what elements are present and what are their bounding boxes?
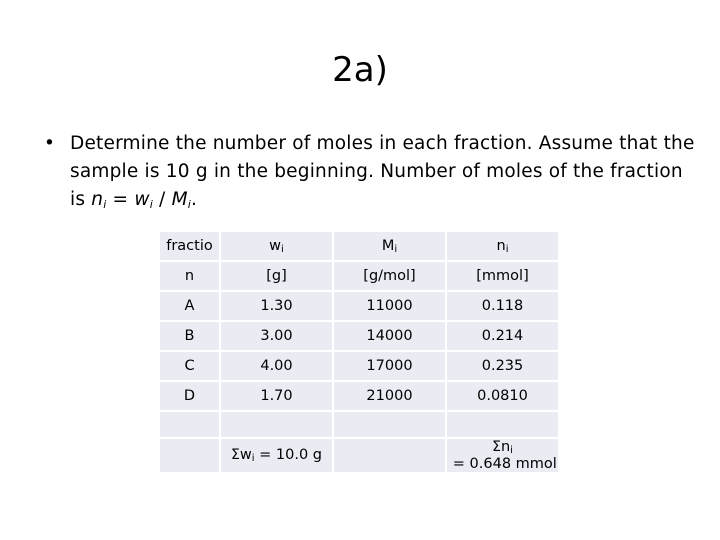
table-row <box>160 292 558 320</box>
empty-cell <box>334 412 445 437</box>
slide-title: 2a) <box>332 50 388 90</box>
cell-fraction: B <box>160 322 219 350</box>
formula-eq: = <box>106 189 135 210</box>
header-cell-fraction: fractio <box>160 232 219 260</box>
header-cell-w-unit: [g] <box>221 262 332 290</box>
table-row <box>160 322 558 350</box>
header-cell-n-unit: [mmol] <box>447 262 558 290</box>
cell-M: 11000 <box>334 292 445 320</box>
formula-div: / <box>152 189 172 210</box>
cell-w: 3.00 <box>221 322 332 350</box>
cell-w: 1.70 <box>221 382 332 410</box>
formula-w: $w_i$ <box>134 189 153 211</box>
fractions-table <box>158 230 560 474</box>
formula-end: . <box>191 189 198 210</box>
table-row-empty <box>160 412 558 437</box>
formula-M: $M_i$ <box>171 189 191 211</box>
bullet-body: Determine the number of moles in each fraction. Assume that the sample is 10 g in the beginning. Number of moles of the fraction is <box>70 133 695 210</box>
cell-n: 0.118 <box>447 292 558 320</box>
header-cell-fraction-cont: n <box>160 262 219 290</box>
cell-n: 0.0810 <box>447 382 558 410</box>
cell-fraction: D <box>160 382 219 410</box>
empty-cell <box>221 412 332 437</box>
header-cell-n: $n_i$ <box>447 232 558 260</box>
table-sum-row <box>160 439 558 472</box>
empty-cell <box>334 439 445 472</box>
cell-fraction: C <box>160 352 219 380</box>
header-cell-w: $w_i$ <box>221 232 332 260</box>
cell-w: 1.30 <box>221 292 332 320</box>
cell-M: 21000 <box>334 382 445 410</box>
empty-cell <box>160 412 219 437</box>
sigma-icon: Σ <box>231 447 240 463</box>
cell-n: 0.235 <box>447 352 558 380</box>
cell-M: 14000 <box>334 322 445 350</box>
empty-cell <box>160 439 219 472</box>
cell-w: 4.00 <box>221 352 332 380</box>
bullet-dot-icon: • <box>44 133 56 154</box>
sum-n-cell: $\Sigma n_i = 0.648$ mmol <box>448 439 557 472</box>
empty-cell <box>447 412 558 437</box>
sigma-icon: Σ <box>492 439 501 455</box>
table-header-row-2 <box>160 262 558 290</box>
table-row <box>160 352 558 380</box>
table-header-row-1 <box>160 232 558 260</box>
cell-fraction: A <box>160 292 219 320</box>
cell-M: 17000 <box>334 352 445 380</box>
header-cell-M: $M_i$ <box>334 232 445 260</box>
table-row <box>160 382 558 410</box>
header-cell-M-unit: [g/mol] <box>334 262 445 290</box>
cell-n: 0.214 <box>447 322 558 350</box>
formula-n: $n_i$ <box>91 189 107 211</box>
bullet-text <box>70 130 700 219</box>
sum-w-cell: $\Sigma w_i = 10.0$ g <box>221 439 332 472</box>
